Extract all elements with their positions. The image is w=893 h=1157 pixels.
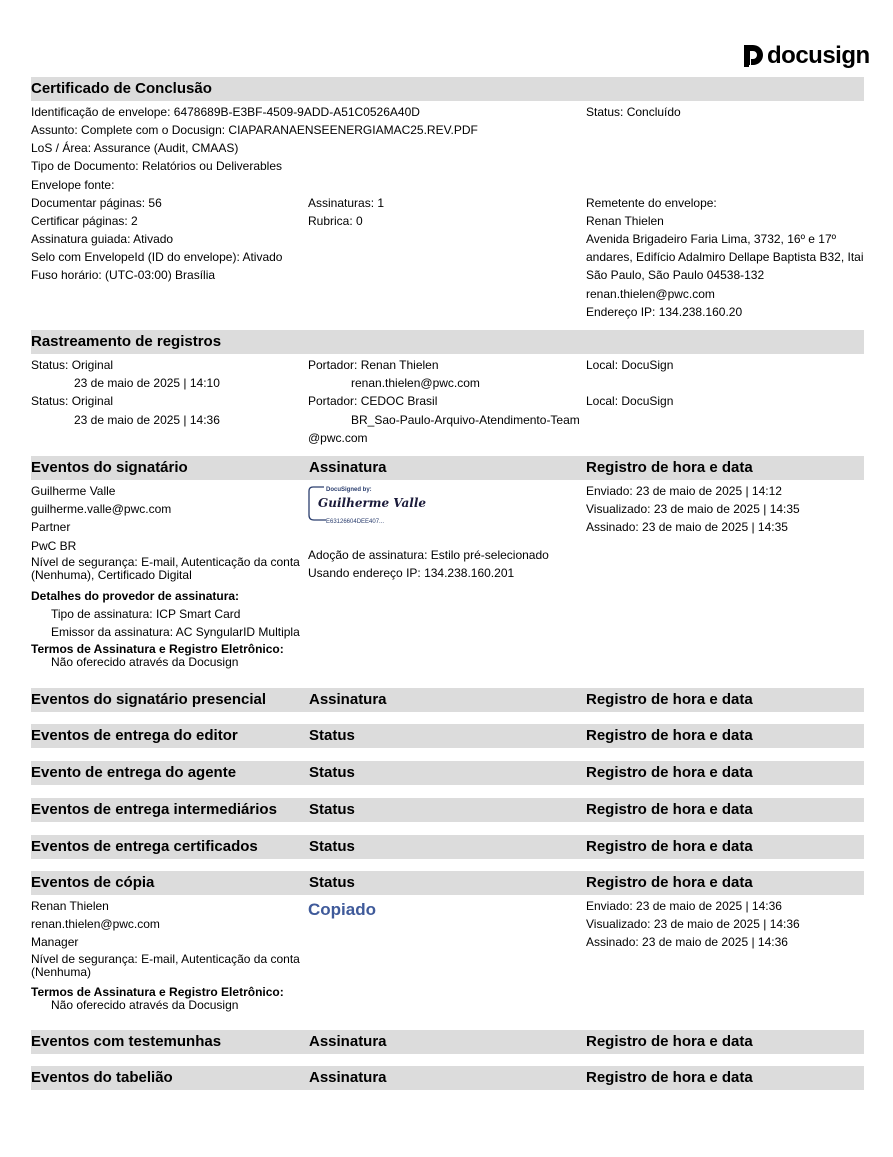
signer-name: Guilherme Valle [31,484,116,498]
signer-events-header [31,456,864,480]
sender-label: Remetente do envelope: [586,196,717,210]
copy-sent: Enviado: 23 de maio de 2025 | 14:36 [586,899,782,913]
timezone: Fuso horário: (UTC-03:00) Brasília [31,268,216,282]
intermediary-delivery-timestamp-title: Registro de hora e data [586,801,753,818]
tracking-row2-status: Status: Original [31,394,114,408]
signer-timestamp-title: Registro de hora e data [586,459,753,476]
witness-events-header [31,1030,864,1054]
provider-details-title: Detalhes do provedor de assinatura: [31,589,240,603]
tracking-row1-date: 23 de maio de 2025 | 14:10 [74,376,220,390]
notary-events-title: Eventos do tabelião [31,1069,173,1086]
signature-adoption: Adoção de assinatura: Estilo pré-selecionado [308,548,549,562]
notary-events-header [31,1066,864,1090]
copy-viewed: Visualizado: 23 de maio de 2025 | 14:36 [586,917,800,931]
copy-security-line1: Nível de segurança: E-mail, Autenticação da conta [31,952,300,966]
agent-delivery-status-title: Status [309,764,355,781]
signature-id: E63126604DEE407... [326,519,385,525]
tracking-row2-local: Local: DocuSign [586,394,674,408]
agent-delivery-timestamp-title: Registro de hora e data [586,764,753,781]
signer-security-line1: Nível de segurança: E-mail, Autenticação da conta [31,555,300,569]
signature-issuer: Emissor da assinatura: AC SyngularID Multipla [51,625,300,639]
envelope-subject: Assunto: Complete com o Docusign: CIAPARANAENSEENERGIAMAC25.REV.PDF [31,123,478,137]
copy-terms-title: Termos de Assinatura e Registro Eletrônico: [31,985,284,999]
los-area: LoS / Área: Assurance (Audit, CMAAS) [31,141,239,155]
notary-signature-title: Assinatura [309,1069,387,1086]
sender-address-line3: São Paulo, São Paulo 04538-132 [586,268,765,282]
certified-delivery-timestamp-title: Registro de hora e data [586,838,753,855]
document-pages: Documentar páginas: 56 [31,196,162,210]
copy-email: renan.thielen@pwc.com [31,917,160,931]
docusign-logo [744,44,870,68]
tracking-row2-email-domain: @pwc.com [308,431,368,445]
witness-signature-title: Assinatura [309,1033,387,1050]
sender-name: Renan Thielen [586,214,664,228]
signer-signed: Assinado: 23 de maio de 2025 | 14:35 [586,520,788,534]
signer-events-title: Eventos do signatário [31,459,188,476]
tracking-row1-holder: Portador: Renan Thielen [308,358,439,372]
signer-org: PwC BR [31,539,77,553]
copy-status-badge: Copiado [308,900,376,919]
signer-signature-title: Assinatura [309,459,387,476]
copy-signed: Assinado: 23 de maio de 2025 | 14:36 [586,935,788,949]
sender-ip: Endereço IP: 134.238.160.20 [586,305,743,319]
tracking-row2-email: BR_Sao-Paulo-Arquivo-Atendimento-Team [351,413,580,427]
editor-delivery-status-title: Status [309,727,355,744]
witness-timestamp-title: Registro de hora e data [586,1033,753,1050]
tracking-title: Rastreamento de registros [31,333,222,350]
copy-timestamp-title: Registro de hora e data [586,874,753,891]
sender-address-line1: Avenida Brigadeiro Faria Lima, 3732, 16º e 17º [586,232,837,246]
certificate-pages: Certificar páginas: 2 [31,214,138,228]
in-person-timestamp-title: Registro de hora e data [586,691,753,708]
envelope-status: Status: Concluído [586,105,681,119]
signature-header: DocuSigned by: [326,487,372,493]
certificate-title: Certificado de Conclusão [31,80,212,97]
document-type: Tipo de Documento: Relatórios ou Deliverables [31,159,283,173]
agent-delivery-title: Evento de entrega do agente [31,764,237,781]
envelope-source: Envelope fonte: [31,178,115,192]
editor-delivery-title: Eventos de entrega do editor [31,727,238,744]
tracking-row1-local: Local: DocuSign [586,358,674,372]
signature-count: Assinaturas: 1 [308,196,385,210]
copy-security-line2: (Nenhuma) [31,965,92,979]
copy-events-title: Eventos de cópia [31,874,155,891]
copy-role: Manager [31,935,79,949]
tracking-row2-date: 23 de maio de 2025 | 14:36 [74,413,220,427]
copy-terms-value: Não oferecido através da Docusign [51,998,239,1012]
envelope-stamp: Selo com EnvelopeId (ID do envelope): Ativado [31,250,283,264]
signer-terms-value: Não oferecido através da Docusign [51,655,239,669]
certified-delivery-status-title: Status [309,838,355,855]
in-person-signature-title: Assinatura [309,691,387,708]
docusign-logo-icon [744,45,764,67]
signature-type: Tipo de assinatura: ICP Smart Card [51,607,241,621]
signer-ip: Usando endereço IP: 134.238.160.201 [308,566,515,580]
agent-delivery-header [31,761,864,785]
in-person-events-title: Eventos do signatário presencial [31,691,267,708]
editor-delivery-timestamp-title: Registro de hora e data [586,727,753,744]
intermediary-delivery-header [31,798,864,822]
signature-stamp [308,484,427,528]
tracking-row1-status: Status: Original [31,358,114,372]
signer-viewed: Visualizado: 23 de maio de 2025 | 14:35 [586,502,800,516]
signer-terms-title: Termos de Assinatura e Registro Eletrônico: [31,642,284,656]
notary-timestamp-title: Registro de hora e data [586,1069,753,1086]
signer-security-line2: (Nenhuma), Certificado Digital [31,568,192,582]
docusign-wordmark: docusign [767,42,870,69]
envelope-id: Identificação de envelope: 6478689B-E3BF-4509-9ADD-A51C0526A40D [31,105,420,119]
sender-email: renan.thielen@pwc.com [586,287,715,301]
signer-email: guilherme.valle@pwc.com [31,502,172,516]
tracking-row2-holder: Portador: CEDOC Brasil [308,394,438,408]
copy-status-title: Status [309,874,355,891]
guided-signature: Assinatura guiada: Ativado [31,232,174,246]
in-person-events-header [31,688,864,712]
signer-role: Partner [31,520,71,534]
signer-sent: Enviado: 23 de maio de 2025 | 14:12 [586,484,782,498]
initials-count: Rubrica: 0 [308,214,363,228]
sender-address-line2: andares, Edifício Adalmiro Dellape Baptista B32, Itai [586,250,864,264]
certified-delivery-title: Eventos de entrega certificados [31,838,258,855]
intermediary-delivery-title: Eventos de entrega intermediários [31,801,277,818]
intermediary-delivery-status-title: Status [309,801,355,818]
certificate-header [31,77,864,101]
copy-events-header [31,871,864,895]
tracking-header [31,330,864,354]
witness-events-title: Eventos com testemunhas [31,1033,222,1050]
editor-delivery-header [31,724,864,748]
certified-delivery-header [31,835,864,859]
copy-name: Renan Thielen [31,899,109,913]
signature-name: Guilherme Valle [318,496,427,510]
tracking-row1-email: renan.thielen@pwc.com [351,376,480,390]
